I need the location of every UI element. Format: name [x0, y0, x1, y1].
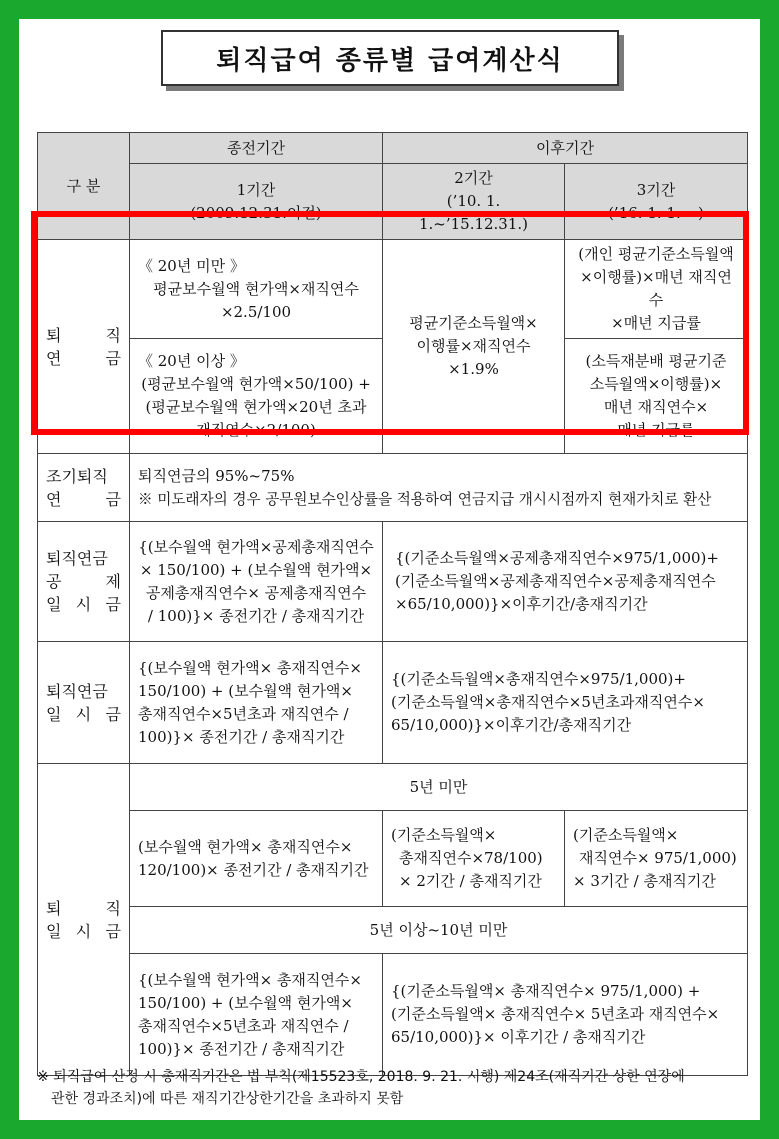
pension-period2-formula-b: 이행률×재직연수 [416, 337, 531, 355]
lumpsum-label-line1: 퇴직연금 [46, 681, 108, 701]
deduction-label [38, 522, 130, 642]
early-line2: ※ 미도래자의 경우 공무원보수인상률을 적용하여 연금지급 개시시점까지 현재가치로 환산 [138, 490, 712, 508]
deduction-before-b: × 150/100) + (보수월액 현가액× [139, 560, 373, 579]
pension-over20-title: 《 20년 이상 》 [138, 352, 245, 370]
retirement-over5-title [130, 907, 748, 954]
pension-row-upper [38, 240, 748, 339]
period-2-range: (’10. 1. 1.~’15.12.31.) [418, 192, 529, 233]
retirement-label-line2: 일 시 금 [46, 921, 121, 941]
pension-period3-upper-b: ×이행률)×매년 재직연수 [580, 268, 732, 309]
retirement-over5-title-text: 5년 이상~10년 미만 [369, 920, 508, 939]
header-before-period [130, 133, 383, 164]
lumpsum-label-line2: 일 시 금 [46, 704, 121, 724]
deduction-before-c: 공제총재직연수× 공제총재직연수 [145, 583, 367, 602]
retirement-over5-before-c: 총재직연수×5년초과 재직연수 / [138, 1016, 349, 1035]
retirement-under5-p3-b: 재직연수× 975/1,000) [579, 849, 737, 867]
retirement-row-under5-title [38, 764, 748, 811]
pension-period3-upper-cell [565, 240, 748, 339]
pension-under20-formula-a: 평균보수월액 현가액×재직연수 [153, 279, 359, 298]
retirement-under5-title [130, 764, 748, 811]
retirement-over5-before-cell [130, 954, 383, 1076]
header-category [38, 133, 130, 240]
early-row [38, 454, 748, 522]
pension-under20-title: 《 20년 미만 》 [138, 256, 245, 275]
retirement-under5-p2-a: (기준소득월액× [391, 826, 497, 844]
pension-label-line2: 연 금 [46, 348, 121, 368]
retirement-under5-p2-c: × 2기간 / 총재직기간 [399, 872, 542, 890]
lumpsum-before-d: 100)}× 종전기간 / 총재직기간 [138, 727, 345, 746]
pension-period3-lower-a: (소득재분배 평균기준 [585, 352, 727, 370]
page-title [161, 30, 619, 86]
deduction-after-cell [383, 522, 748, 642]
lumpsum-before-b: 150/100) + (보수월액 현가액× [138, 681, 353, 700]
pension-period2-formula-c: ×1.9% [448, 360, 499, 378]
deduction-label-line2: 공 제 [46, 572, 121, 591]
retirement-over5-after-c: 65/10,000)}× 이후기간 / 총재직기간 [391, 1028, 646, 1046]
header-before-period-text: 종전기간 [227, 138, 285, 157]
pension-label-line1: 퇴 직 [46, 325, 121, 345]
lumpsum-after-a: {(기준소득월액×총재직연수×975/1,000)+ [391, 670, 686, 688]
header-after-period [383, 133, 748, 164]
period-2-name: 2기간 [454, 169, 493, 187]
pension-period3-lower-cell [565, 339, 748, 454]
formula-table [37, 132, 748, 1076]
retirement-label [38, 764, 130, 1076]
retirement-over5-after-b: (기준소득월액× 총재직연수× 5년초과 재직연수× [391, 1005, 720, 1023]
deduction-label-line1: 퇴직연금 [46, 549, 108, 568]
retirement-label-line1: 퇴 직 [46, 898, 121, 918]
retirement-row-over5 [38, 954, 748, 1076]
retirement-over5-after-a: {(기준소득월액× 총재직연수× 975/1,000) + [391, 982, 701, 1000]
pension-period3-lower-b: 소득월액×이행률)× [589, 375, 723, 393]
pension-label [38, 240, 130, 454]
deduction-row [38, 522, 748, 642]
pension-period3-lower-c: 매년 재직연수× [603, 398, 709, 416]
deduction-after-a: {(기준소득월액×공제총재직연수×975/1,000)+ [395, 549, 719, 567]
footnote-line2: 관한 경과조치)에 따른 재직기간상한기간을 초과하지 못함 [51, 1091, 404, 1107]
header-period-3 [565, 164, 748, 240]
pension-over20-formula-c: 재직연수×2/100) [196, 421, 316, 439]
early-label [38, 454, 130, 522]
header-period-1 [130, 164, 383, 240]
pension-period3-upper-a: (개인 평균기준소득월액 [578, 245, 734, 263]
period-1-range: (2009.12.31.이전) [190, 203, 322, 222]
header-row-1 [38, 133, 748, 164]
lumpsum-before-cell [130, 642, 383, 764]
pension-period2-formula-a: 평균기준소득월액× [409, 314, 538, 332]
deduction-label-line3: 일 시 금 [46, 595, 121, 614]
retirement-under5-p2-b: 총재직연수×78/100) [399, 849, 543, 867]
pension-under20-cell [130, 240, 383, 339]
period-3-name: 3기간 [636, 180, 676, 199]
lumpsum-label [38, 642, 130, 764]
retirement-under5-p3-cell [565, 811, 748, 907]
period-1-name: 1기간 [236, 180, 276, 199]
retirement-over5-before-a: {(보수월액 현가액× 총재직연수× [138, 970, 362, 989]
pension-period2-cell [383, 240, 565, 454]
header-row-2 [38, 164, 748, 240]
lumpsum-row [38, 642, 748, 764]
lumpsum-after-b: (기준소득월액×총재직연수×5년초과재직연수× [391, 693, 705, 711]
footnote-line1: ※ 퇴직급여 산정 시 총재직기간은 법 부칙(제15523호, 2018. 9. 21. 시행) 제24조(재직기간 상한 연장에 [37, 1069, 685, 1085]
retirement-under5-title-text: 5년 미만 [409, 777, 468, 796]
retirement-row-under5 [38, 811, 748, 907]
retirement-under5-before-cell [130, 811, 383, 907]
retirement-under5-p3-a: (기준소득월액× [573, 826, 679, 844]
lumpsum-after-cell [383, 642, 748, 764]
retirement-under5-before-b: 120/100)× 종전기간 / 총재직기간 [138, 860, 369, 879]
lumpsum-before-c: 총재직연수×5년초과 재직연수 / [138, 704, 349, 723]
pension-over20-formula-b: (평균보수월액 현가액×20년 초과 [145, 398, 367, 416]
lumpsum-before-a: {(보수월액 현가액× 총재직연수× [138, 658, 362, 677]
lumpsum-after-c: 65/10,000)}×이후기간/총재직기간 [391, 716, 632, 734]
header-category-text: 구 분 [66, 176, 101, 195]
page-title-text: 퇴직급여 종류별 급여계산식 [216, 45, 564, 76]
retirement-under5-p3-c: × 3기간 / 총재직기간 [573, 872, 716, 890]
pension-over20-cell [130, 339, 383, 454]
footnote [37, 1066, 749, 1110]
pension-period3-upper-c: ×매년 지급률 [611, 314, 701, 332]
early-content-cell [130, 454, 748, 522]
deduction-after-b: (기준소득월액×공제총재직연수×공제총재직연수 [395, 572, 716, 590]
deduction-before-d: / 100)}× 종전기간 / 총재직기간 [147, 606, 365, 625]
deduction-after-c: ×65/10,000)}×이후기간/총재직기간 [395, 595, 648, 613]
deduction-before-cell [130, 522, 383, 642]
deduction-before-a: {(보수월액 현가액×공제총재직연수 [138, 537, 374, 556]
retirement-over5-before-b: 150/100) + (보수월액 현가액× [138, 993, 353, 1012]
header-period-2 [383, 164, 565, 240]
early-line1: 퇴직연금의 95%~75% [138, 466, 295, 485]
pension-under20-formula-b: ×2.5/100 [220, 302, 292, 321]
retirement-under5-before-a: (보수월액 현가액× 총재직연수× [138, 837, 353, 856]
header-after-period-text: 이후기간 [536, 138, 594, 157]
early-label-line1: 조기퇴직 [46, 466, 108, 486]
pension-over20-formula-a: (평균보수월액 현가액×50/100) + [141, 375, 371, 393]
retirement-under5-p2-cell [383, 811, 565, 907]
period-3-range: (’16. 1. 1.~ ) [608, 203, 704, 222]
retirement-over5-before-d: 100)}× 종전기간 / 총재직기간 [138, 1039, 345, 1058]
retirement-row-over5-title [38, 907, 748, 954]
pension-period3-lower-d: 매년 지급률 [617, 421, 695, 439]
retirement-over5-after-cell [383, 954, 748, 1076]
early-label-line2: 연 금 [46, 489, 121, 509]
